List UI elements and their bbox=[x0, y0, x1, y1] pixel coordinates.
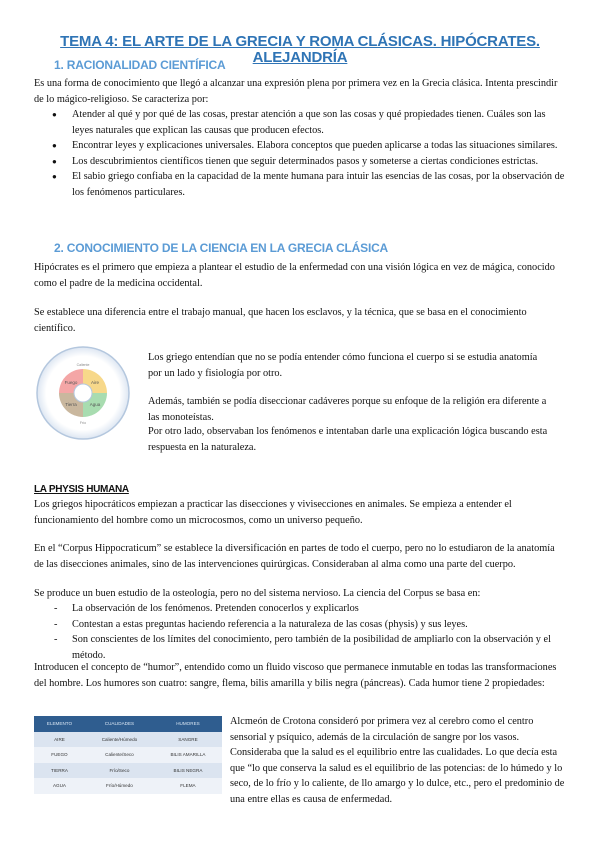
table-cell: Frío/Húmedo bbox=[85, 778, 154, 794]
list-item: ● Encontrar leyes y explicaciones universales. Elabora conceptos que pueden aplicarse a todas las situaciones similares. bbox=[34, 138, 566, 154]
tierra-label: Tierra bbox=[65, 402, 77, 407]
fuego-label: Fuego bbox=[64, 380, 78, 385]
list-item: ● El sabio griego confiaba en la capacidad de la mente humana para intuir las esencias de las cosas, por la observación de los fenómenos particulares. bbox=[34, 169, 566, 200]
table-row bbox=[34, 778, 222, 794]
list-item: - Contestan a estas preguntas haciendo referencia a la naturaleza de las cosas (physis) y sus leyes. bbox=[34, 617, 566, 633]
diagram-quality-label: Frío bbox=[79, 421, 87, 425]
table-header: CUALIDADES bbox=[85, 716, 154, 732]
table-cell: Frío/Seco bbox=[85, 763, 154, 779]
table-cell: FLEMA bbox=[154, 778, 222, 794]
physis-paragraph: Introducen el concepto de “humor”, entendido como un fluido viscoso que permanece inmutable en todas las transformaciones del hombre. Los humores son cuatro: sangre, flema, bilis amarilla y bilis negra (páncreas). Cada humor tiene 2 propiedades: bbox=[34, 662, 557, 689]
table-cell: AIRE bbox=[34, 732, 85, 748]
list-item: - Son conscientes de los límites del conocimiento, pero también de la posibilidad de ampliarlo con la observación y el método. bbox=[34, 632, 566, 663]
diagram-quality-label: Caliente bbox=[76, 363, 90, 367]
physis-dash-list bbox=[34, 601, 566, 663]
section1-intro: Es una forma de conocimiento que llegó a alcanzar una expresión plena por primera vez en la Grecia clásica. Intenta prescindir de lo mágico-religioso. Se caracteriza por: bbox=[34, 78, 558, 105]
table-cell: FUEGO bbox=[34, 747, 85, 763]
table-header-row bbox=[34, 716, 222, 732]
table-cell: SANGRE bbox=[154, 732, 222, 748]
section2-heading: 2. CONOCIMIENTO DE LA CIENCIA EN LA GRECIA CLÁSICA bbox=[54, 241, 389, 255]
physis-paragraph: En el “Corpus Hippocraticum” se establece la diversificación en partes de todo el cuerpo, pero no lo estudiaron de la anatomía de las disecciones animales, sino de las intervenciones quirúrgicas. Consideraban al alma como una parte del cuerpo. bbox=[34, 543, 555, 570]
section1-heading: 1. RACIONALIDAD CIENTÍFICA bbox=[54, 58, 226, 72]
table-cell: AGUA bbox=[34, 778, 85, 794]
physis-paragraph: Alcmeón de Crotona consideró por primera vez al cerebro como el centro sensorial y psíquico, además de la circulación de sangre por los vasos. Consideraba que la salud es el equilibrio entre las cualidades. Lo que decía esta que “lo que conserva la salud es el equilibrio de las potencias: de lo húmedo y lo seco, de lo frío y lo caliente, de llo amargo y lo dulce, etc., pero el predominio de una entre ellas es causa de enfermedad. bbox=[230, 716, 565, 805]
list-item: - La observación de los fenómenos. Pretenden conocerlos y explicarlos bbox=[34, 601, 566, 617]
elements-diagram bbox=[34, 344, 132, 442]
diagram-center bbox=[74, 384, 92, 402]
section1-bullet-list bbox=[34, 107, 566, 201]
section2-paragraph: Además, también se podía diseccionar cadáveres porque su enfoque de la religión era diferente a las monoteístas. bbox=[148, 396, 547, 423]
physis-paragraph: Los griegos hipocráticos empiezan a practicar las disecciones y vivisecciones en animales. Se empieza a entender el funcionamiento del hombre como un microcosmos, como un universo pequeño. bbox=[34, 499, 512, 526]
physis-paragraph: Se produce un buen estudio de la osteología, pero no del sistema nervioso. La ciencia del Corpus se basa en: bbox=[34, 588, 481, 599]
section2-paragraph: Hipócrates es el primero que empieza a plantear el estudio de la enfermedad con una visión lógica en vez de mágica, conocido como el padre de la medicina occidental. bbox=[34, 262, 555, 289]
aire-label: Aire bbox=[90, 380, 100, 385]
section2-paragraph: Por otro lado, observaban los fenómenos e intentaban darle una explicación lógica buscando esta respuesta en la naturaleza. bbox=[148, 426, 548, 453]
section2-paragraph: Se establece una diferencia entre el trabajo manual, que hacen los esclavos, y la técnica, que se basa en el conocimiento científico. bbox=[34, 307, 527, 334]
physis-heading: LA PHYSIS HUMANA bbox=[34, 484, 129, 495]
table-cell: TIERRA bbox=[34, 763, 85, 779]
table-header: HUMORES bbox=[154, 716, 222, 732]
page-title: TEMA 4: EL ARTE DE LA GRECIA Y ROMA CLÁSICAS. HIPÓCRATES. ALEJANDRÍA bbox=[60, 33, 540, 66]
table-cell: BILIS AMARILLA bbox=[154, 747, 222, 763]
table-cell: BILIS NEGRA bbox=[154, 763, 222, 779]
table-cell: Caliente/Húmedo bbox=[85, 732, 154, 748]
table-header: ELEMENTO bbox=[34, 716, 85, 732]
list-item: ● Atender al qué y por qué de las cosas, prestar atención a que son las cosas y qué propiedades tienen. Cuáles son las leyes naturales que explican las causas que producen efectos. bbox=[34, 107, 566, 138]
section2-paragraph: Los griego entendían que no se podía entender cómo funciona el cuerpo si se estudia anatomía por un lado y fisiología por otro. bbox=[148, 352, 538, 379]
table-row bbox=[34, 747, 222, 763]
list-item: ● Los descubrimientos científicos tienen que seguir determinados pasos y someterse a ciertas condiciones estrictas. bbox=[34, 154, 566, 170]
agua-label: Agua bbox=[89, 402, 101, 407]
table-cell: Caliente/Seco bbox=[85, 747, 154, 763]
table-row bbox=[34, 732, 222, 748]
humors-table bbox=[34, 716, 222, 794]
table-row bbox=[34, 763, 222, 779]
